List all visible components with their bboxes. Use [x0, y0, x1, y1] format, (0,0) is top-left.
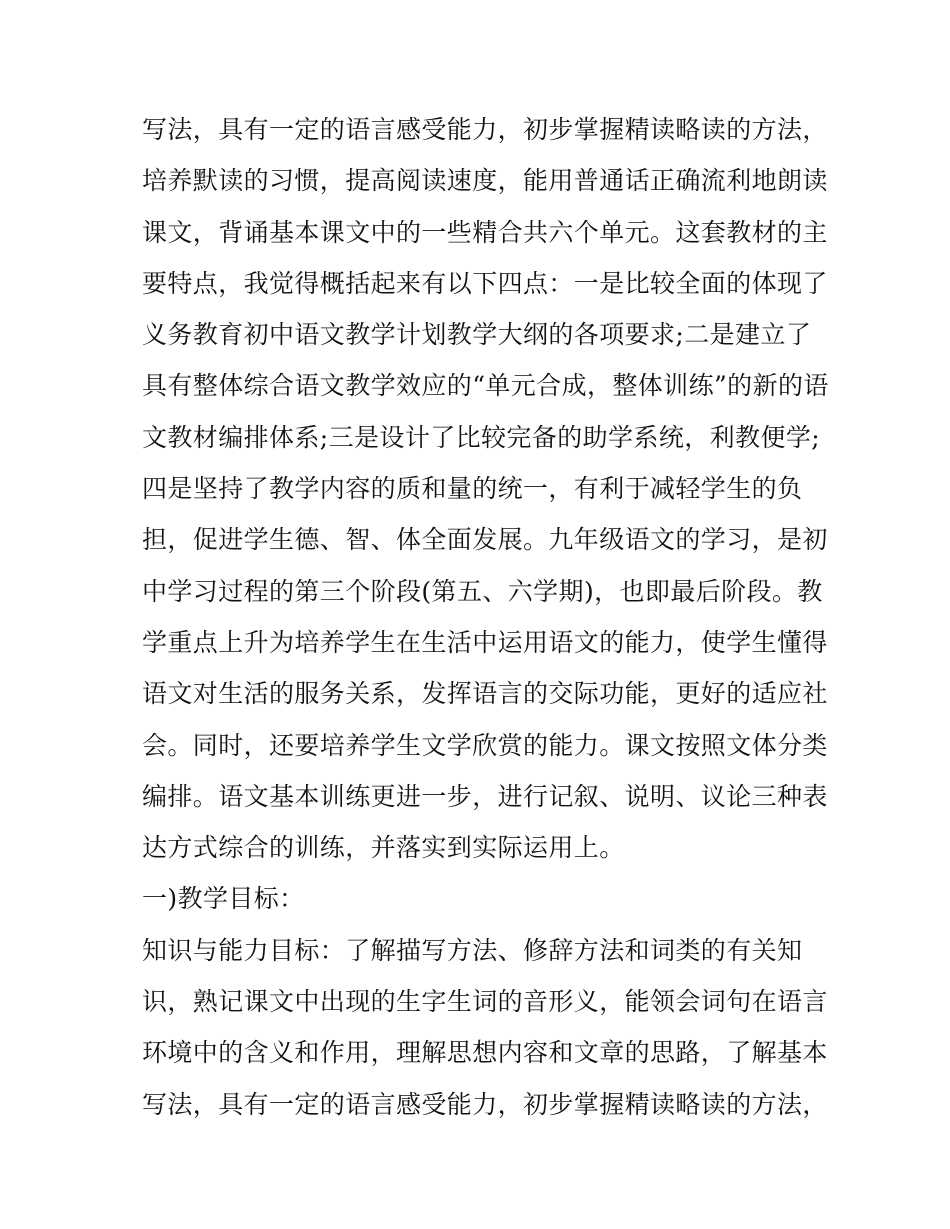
text-line: 课文，背诵基本课文中的一些精合共六个单元。这套教材的主 [142, 217, 828, 247]
text-line: 培养默读的习惯，提高阅读速度，能用普通话正确流利地朗读 [142, 166, 828, 196]
text-line: 知识与能力目标：了解描写方法、修辞方法和词类的有关知 [142, 935, 803, 965]
text-line: 语文对生活的服务关系，发挥语言的交际功能，更好的适应社 [142, 679, 828, 709]
text-line: 担，促进学生德、智、体全面发展。九年级语文的学习，是初 [142, 525, 828, 555]
text-line: 会。同时，还要培养学生文学欣赏的能力。课文按照文体分类 [142, 730, 828, 760]
text-line: 识，熟记课文中出现的生字生词的音形义，能领会词句在语言 [142, 987, 828, 1017]
text-line: 要特点，我觉得概括起来有以下四点：一是比较全面的体现了 [142, 268, 828, 298]
body-text [142, 108, 829, 1134]
text-line: 编排。语文基本训练更进一步，进行记叙、说明、议论三种表 [142, 781, 828, 811]
text-line: 写法，具有一定的语言感受能力，初步掌握精读略读的方法， [142, 115, 828, 144]
section-heading: 一)教学目标： [142, 884, 305, 914]
text-line: 文教材编排体系;三是设计了比较完备的助学系统，利教便学; [142, 422, 821, 452]
text-line: 学重点上升为培养学生在生活中运用语文的能力，使学生懂得 [142, 627, 828, 657]
text-line: 达方式综合的训练，并落实到实际运用上。 [142, 833, 625, 863]
text-line: 四是坚持了教学内容的质和量的统一，有利于减轻学生的负 [142, 474, 803, 504]
text-line: 义务教育初中语文教学计划教学大纲的各项要求;二是建立了 [142, 320, 812, 350]
text-line: 具有整体综合语文教学效应的“单元合成，整体训练”的新的语 [142, 371, 829, 401]
text-line: 中学习过程的第三个阶段(第五、六学期)，也即最后阶段。教 [142, 576, 823, 606]
text-line: 写法，具有一定的语言感受能力，初步掌握精读略读的方法， [142, 1089, 828, 1119]
text-line: 环境中的含义和作用，理解思想内容和文章的思路，了解基本 [142, 1038, 828, 1068]
